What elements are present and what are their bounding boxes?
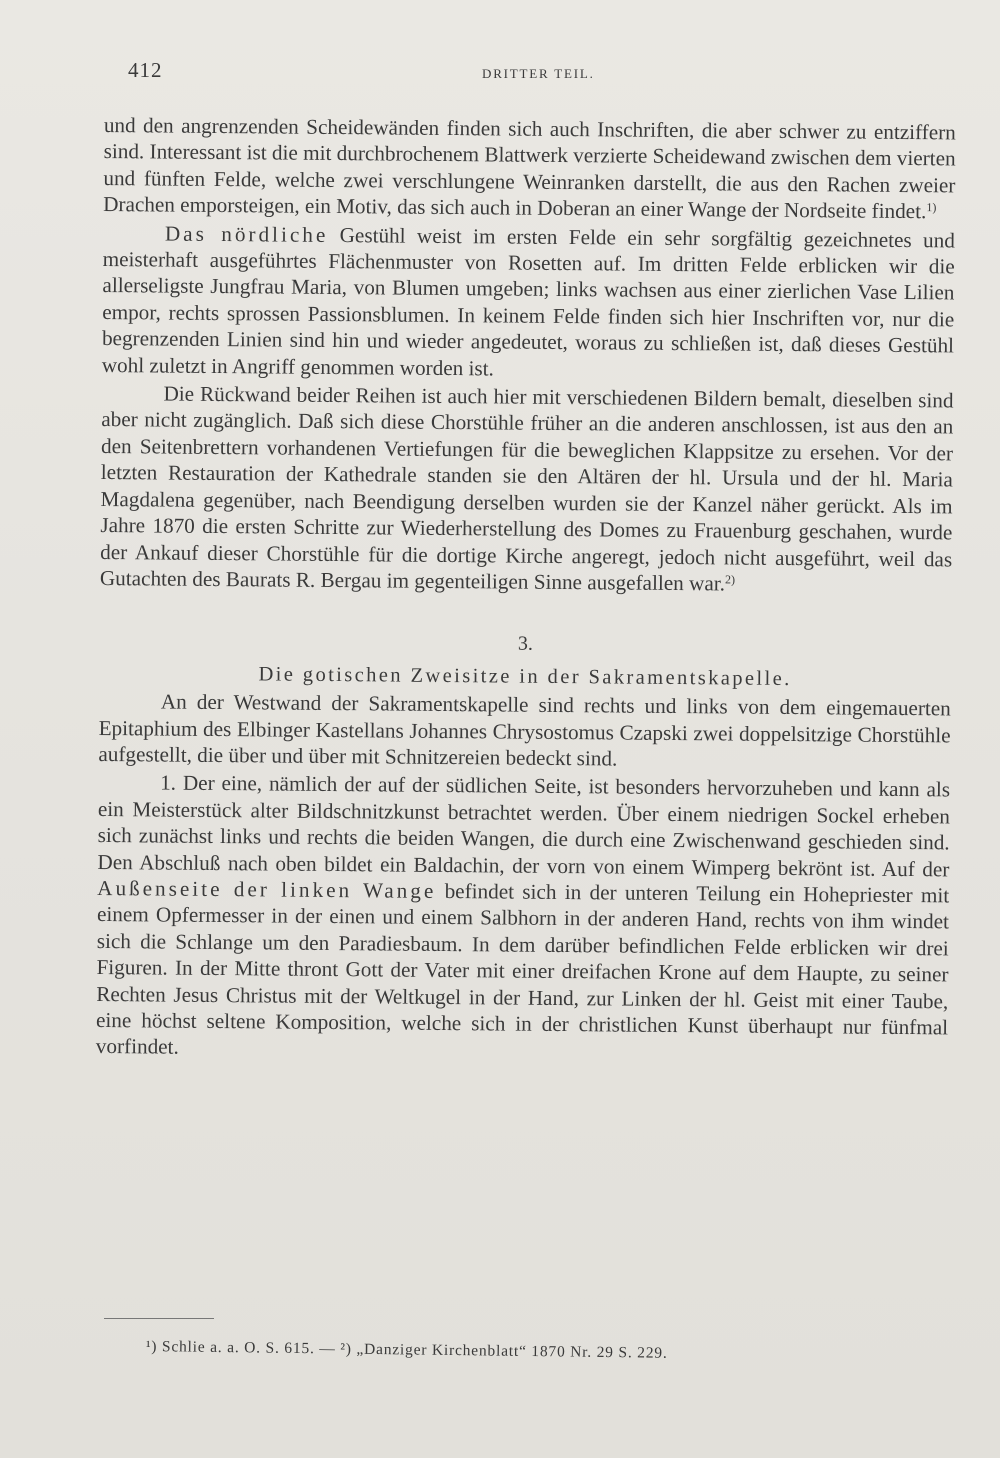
paragraph-4 — [98, 688, 951, 775]
paragraph-1-text: und den angrenzenden Scheidewänden finden sich auch Inschriften, die aber schwer zu entziffern sind. Interessant ist die mit durchbrochenem Blattwerk verzierte Scheidewand zwischen dem vierten und fünften Felde, welche zwei verschlungene Weinranken darstellt, die aus den Rachen zweier Drachen emporsteigen, ein Motiv, das sich auch in Doberan an einer Wange der Nordseite findet. — [103, 112, 956, 224]
paragraph-1 — [103, 112, 956, 225]
footnote-ref-1: 1) — [926, 200, 937, 215]
section-title: Die gotischen Zweisitze in der Sakramentskapelle. — [258, 663, 792, 690]
body-text — [96, 112, 956, 1067]
page-number: 412 — [128, 58, 163, 82]
paragraph-5-text-b: befindet sich in der unteren Teilung ein Hohepriester mit einem Opfermesser in der einen und einem Salbhorn in der anderen Hand, rechts von ihm windet sich die Schlange um den Paradiesbaum. In dem darüber befindlichen Felde erblicken wir drei Figuren. In der Mitte thront Gott der Vater mit einer dreifachen Krone auf dem Haupte, zu seiner Rechten Jesus Christus mit der Weltkugel in der Hand, zur Linken der hl. Geist mit einer Taube, eine höchst seltene Komposition, welche sich in der christlichen Kunst überhaupt nur fünfmal vorfindet. — [95, 878, 950, 1060]
page-header — [128, 58, 928, 88]
paragraph-5-text-a: 1. Der eine, nämlich der auf der südlichen Seite, ist besonders hervorzuheben und kann als ein Meisterstück alter Bildschnitzkunst betrachtet werden. Über einem niedrigen Sockel erheben sich zunächst links und rechts die beiden Wangen, die durch eine Zwischenwand geschieden sind. Den Abschluß nach oben bildet ein Baldachin, der vorn von einem Wimperg bekrönt ist. Auf der — [97, 770, 951, 881]
paragraph-3 — [100, 380, 954, 599]
paragraph-2-lead: Das nördliche — [164, 221, 329, 247]
paragraph-5 — [96, 769, 951, 1067]
paragraph-4-text: An der Westwand der Sakramentskapelle sind rechts und links von dem eingemauerten Epitaphium des Elbinger Kastellans Johannes Chrysostomus Czapski zwei doppelsitzige Chorstühle aufgestellt, die über und über mit Schnitzereien bedeckt sind. — [98, 689, 951, 771]
footnote-ref-2: 2) — [724, 572, 736, 587]
section-number: 3. — [517, 632, 533, 656]
footnotes: ¹) Schlie a. a. O. S. 615. — ²) „Danziger Kirchenblatt“ 1870 Nr. 29 S. 229. — [145, 1338, 668, 1362]
paragraph-2 — [102, 220, 955, 386]
paragraph-5-spaced: Außenseite der linken Wange — [97, 875, 437, 903]
paragraph-2-text: Gestühl weist im ersten Felde ein sehr sorgfältig gezeichnetes und meisterhaft ausgeführtes Flächenmuster von Rosetten auf. Im dritten Felde erblicken wir die allerseligste Jungfrau Maria, von Blumen umgeben; links wachsen aus einer zierlichen Vase Lilien empor, rechts sprossen Passionsblumen. In keinem Felde finden sich hier Inschriften vor, nur die begrenzenden Linien sind hin und wieder angedeutet, woraus zu schließen ist, daß dieses Gestühl wohl zuletzt in Angriff genommen worden ist. — [101, 222, 956, 381]
paragraph-3-text: Die Rückwand beider Reihen ist auch hier mit verschiedenen Bildern bemalt, dieselben sind aber nicht zugänglich. Daß sich diese Chorstühle früher an die anderen anschlossen, ist aus den an den Seitenbrettern vorhandenen Vertiefungen für die beweglichen Klappsitze zu ersehen. Vor der letzten Restauration der Kathedrale standen sie den Altären der hl. Ursula und der hl. Maria Magdalena gegenüber, nach Beendigung derselben wurden sie der Kanzel näher gerückt. Als im Jahre 1870 die ersten Schritte zur Wiederherstellung des Domes zu Frauenburg geschahen, wurde der Ankauf dieser Chorstühle für die dortige Kirche angeregt, jedoch nicht ausgeführt, weil das Gutachten des Baurats R. Bergau im gegenteiligen Sinne ausgefallen war. — [99, 381, 954, 596]
footnote-rule — [104, 1318, 214, 1319]
running-head: DRITTER TEIL. — [482, 66, 595, 81]
